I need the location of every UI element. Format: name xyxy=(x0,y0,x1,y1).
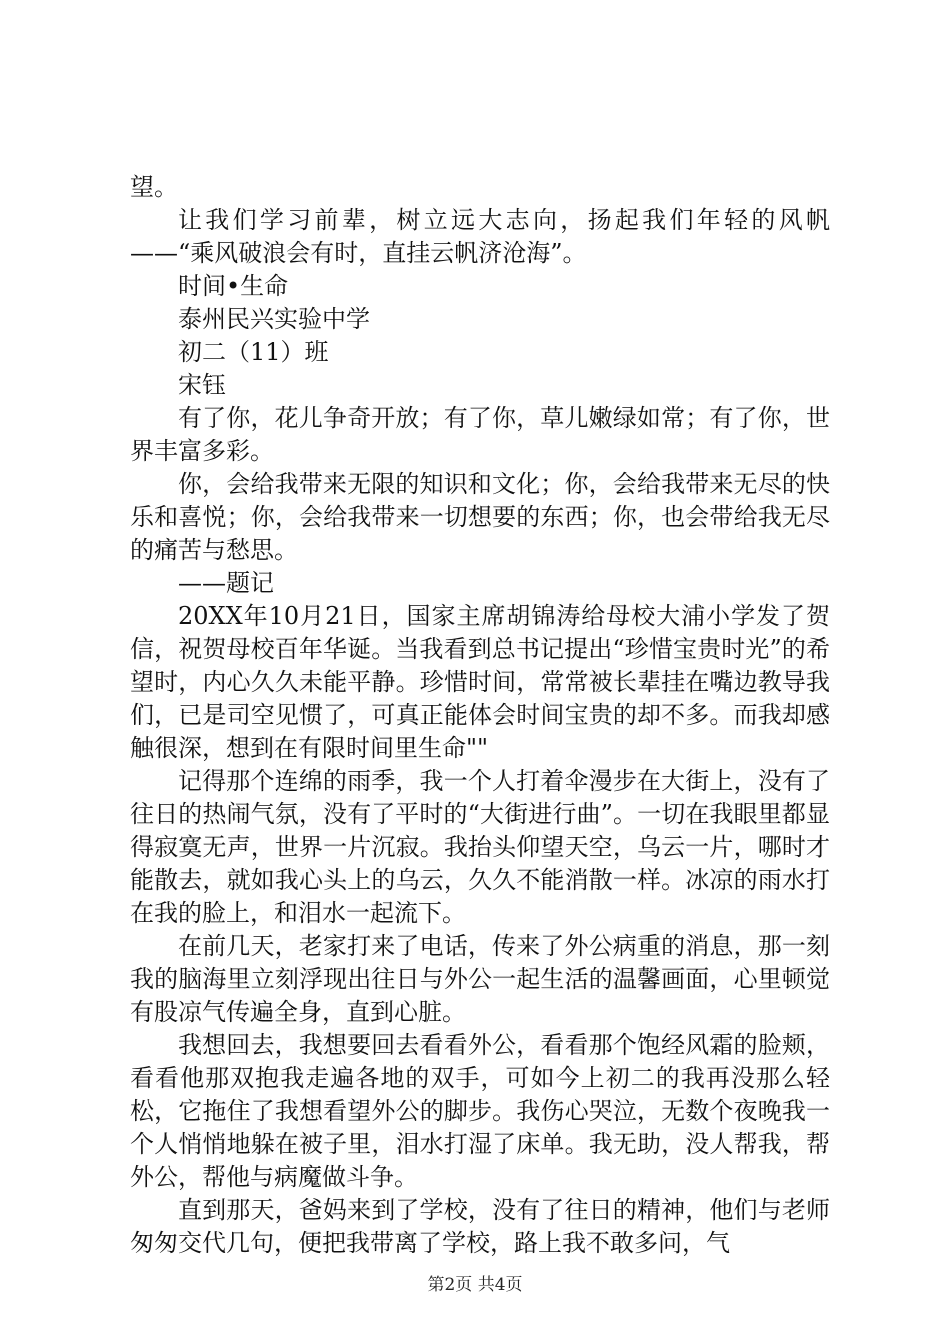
document-body xyxy=(130,171,830,1260)
epigraph-attribution: ——题记 xyxy=(178,569,274,597)
paragraph: 让我们学习前辈，树立远大志向，扬起我们年轻的风帆——“乘风破浪会有时，直挂云帆济沧海”。 xyxy=(130,206,830,267)
paragraph: 记得那个连绵的雨季，我一个人打着伞漫步在大街上，没有了往日的热闹气氛，没有了平时的“大街进行曲”。一切在我眼里都显得寂寞无声，世界一片沉寂。我抬头仰望天空，乌云一片，哪时才能散去，就如我心头上的乌云，久久不能消散一样。冰凉的雨水打在我的脸上，和泪水一起流下。 xyxy=(130,767,830,927)
paragraph: 我想回去，我想要回去看看外公，看看那个饱经风霜的脸颊，看看他那双抱我走遍各地的双手，可如今上初二的我再没那么轻松，它拖住了我想看望外公的脚步。我伤心哭泣，无数个夜晚我一个人悄悄地躲在被子里，泪水打湿了床单。我无助，没人帮我，帮外公，帮他与病魔做斗争。 xyxy=(130,1031,830,1191)
page-number-footer: 第2页 共4页 xyxy=(427,1275,523,1295)
author-name: 宋钰 xyxy=(178,371,226,399)
author-school: 泰州民兴实验中学 xyxy=(178,305,370,333)
article-title: 时间•生命 xyxy=(178,272,289,300)
author-class: 初二（11）班 xyxy=(178,338,329,366)
paragraph: 有了你，花儿争奇开放；有了你，草儿嫩绿如常；有了你，世界丰富多彩。 xyxy=(130,404,830,465)
paragraph: 在前几天，老家打来了电话，传来了外公病重的消息，那一刻我的脑海里立刻浮现出往日与外公一起生活的温馨画面，心里顿觉有股凉气传遍全身，直到心脏。 xyxy=(130,932,830,1026)
paragraph: 直到那天，爸妈来到了学校，没有了往日的精神，他们与老师匆匆交代几句，便把我带离了学校，路上我不敢多问，气 xyxy=(130,1196,830,1257)
paragraph: 你，会给我带来无限的知识和文化；你，会给我带来无尽的快乐和喜悦；你，会给我带来一切想要的东西；你，也会带给我无尽的痛苦与愁思。 xyxy=(130,470,830,564)
paragraph: 20XX年10月21日，国家主席胡锦涛给母校大浦小学发了贺信，祝贺母校百年华诞。当我看到总书记提出“珍惜宝贵时光”的希望时，内心久久未能平静。珍惜时间，常常被长辈挂在嘴边教导我们，已是司空见惯了，可真正能体会时间宝贵的却不多。而我却感触很深，想到在有限时间里生命"" xyxy=(130,602,830,762)
paragraph: 望。 xyxy=(130,173,178,201)
